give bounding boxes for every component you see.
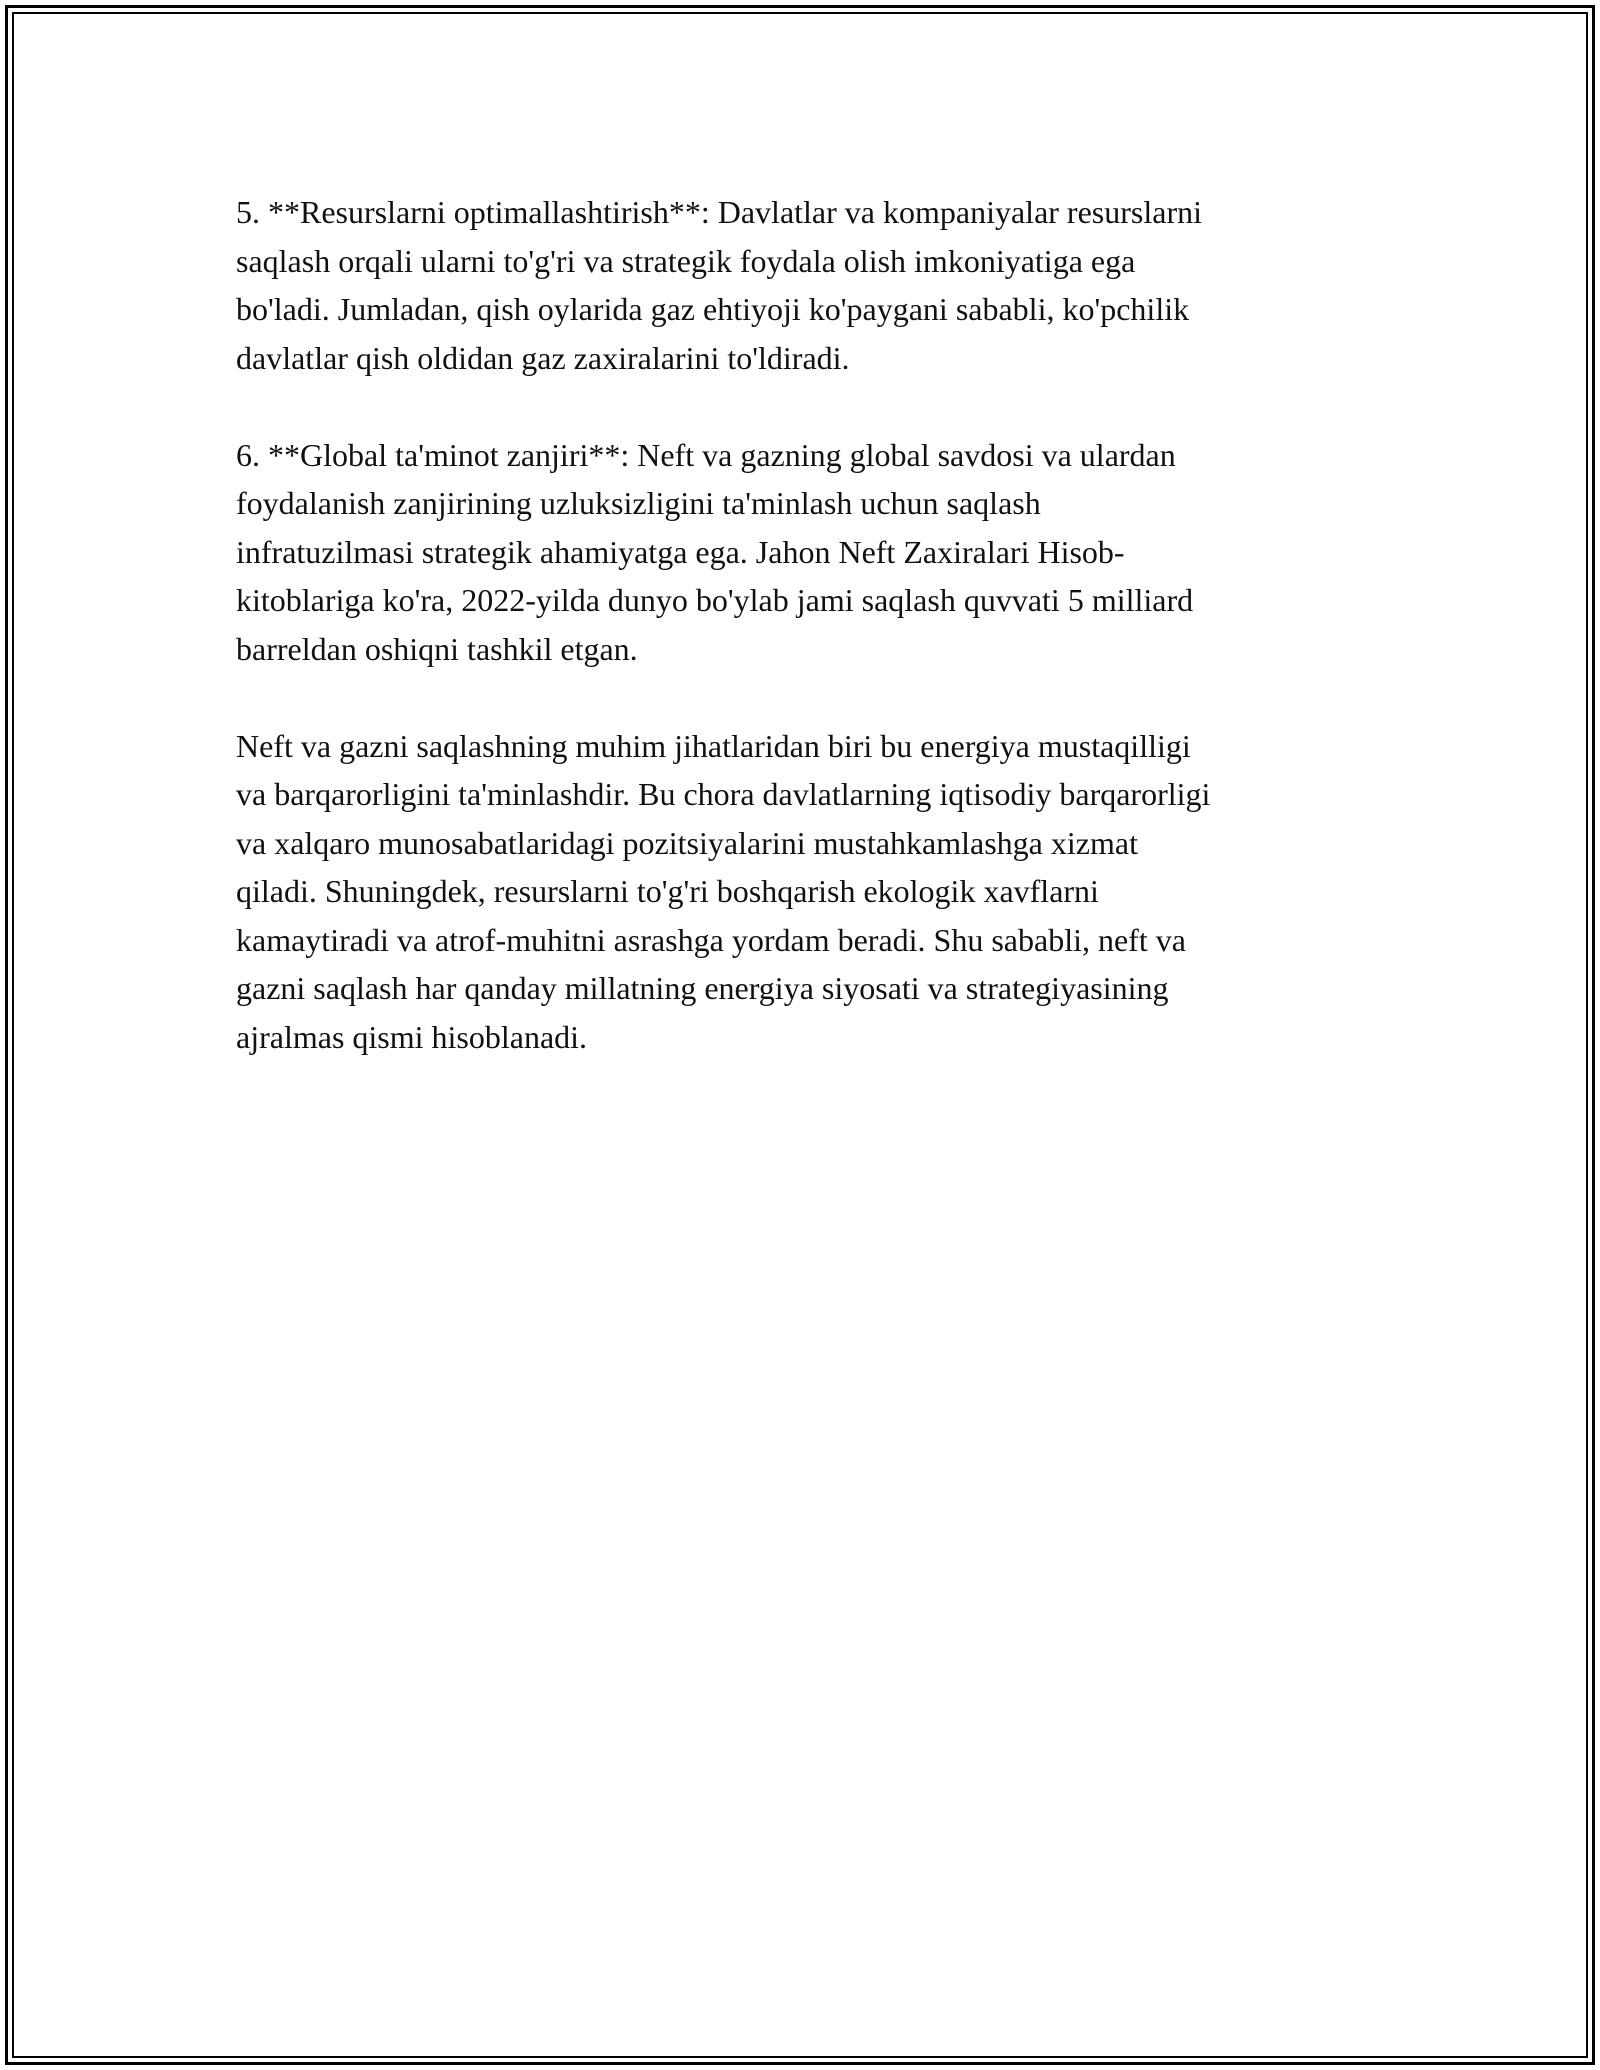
text-line: bo'ladi. Jumladan, qish oylarida gaz ehtiyoji ko'paygani sababli, ko'pchilik <box>236 291 1190 327</box>
text-line: saqlash orqali ularni to'g'ri va strategik foydala olish imkoniyatiga ega <box>236 242 1136 279</box>
text-line: Neft va gazni saqlashning muhim jihatlaridan biri bu energiya mustaqilligi <box>236 727 1191 764</box>
paragraph-resource-optimization <box>236 188 1366 382</box>
document-body <box>236 188 1366 1110</box>
text-line: ajralmas qismi hisoblanadi. <box>236 1018 588 1055</box>
paragraph-global-supply-chain <box>236 431 1366 674</box>
text-line: 5. **Resurslarni optimallashtirish**: Davlatlar va kompaniyalar resurslarni <box>236 194 1202 230</box>
text-line: barreldan oshiqni tashkil etgan. <box>236 630 638 667</box>
text-line: infratuzilmasi strategik ahamiyatga ega. Jahon Neft Zaxiralari Hisob- <box>236 533 1125 570</box>
text-line: qiladi. Shuningdek, resurslarni to'g'ri boshqarish ekologik xavflarni <box>236 873 1099 909</box>
text-line: kitoblariga ko'ra, 2022-yilda dunyo bo'ylab jami saqlash quvvati 5 milliard <box>236 582 1194 618</box>
text-line: gazni saqlash har qanday millatning energiya siyosati va strategiyasining <box>236 970 1169 1006</box>
text-line: kamaytiradi va atrof-muhitni asrashga yordam beradi. Shu sababli, neft va <box>236 921 1186 958</box>
text-line: va xalqaro munosabatlaridagi pozitsiyalarini mustahkamlashga xizmat <box>236 824 1138 861</box>
text-line: foydalanish zanjirining uzluksizligini ta'minlash uchun saqlash <box>236 485 1041 521</box>
text-line: va barqarorligini ta'minlashdir. Bu chora davlatlarning iqtisodiy barqarorligi <box>236 776 1211 812</box>
text-line: davlatlar qish oldidan gaz zaxiralarini to'ldiradi. <box>236 339 850 376</box>
text-line: 6. **Global ta'minot zanjiri**: Neft va gazning global savdosi va ulardan <box>236 436 1176 473</box>
paragraph-conclusion <box>236 722 1366 1062</box>
